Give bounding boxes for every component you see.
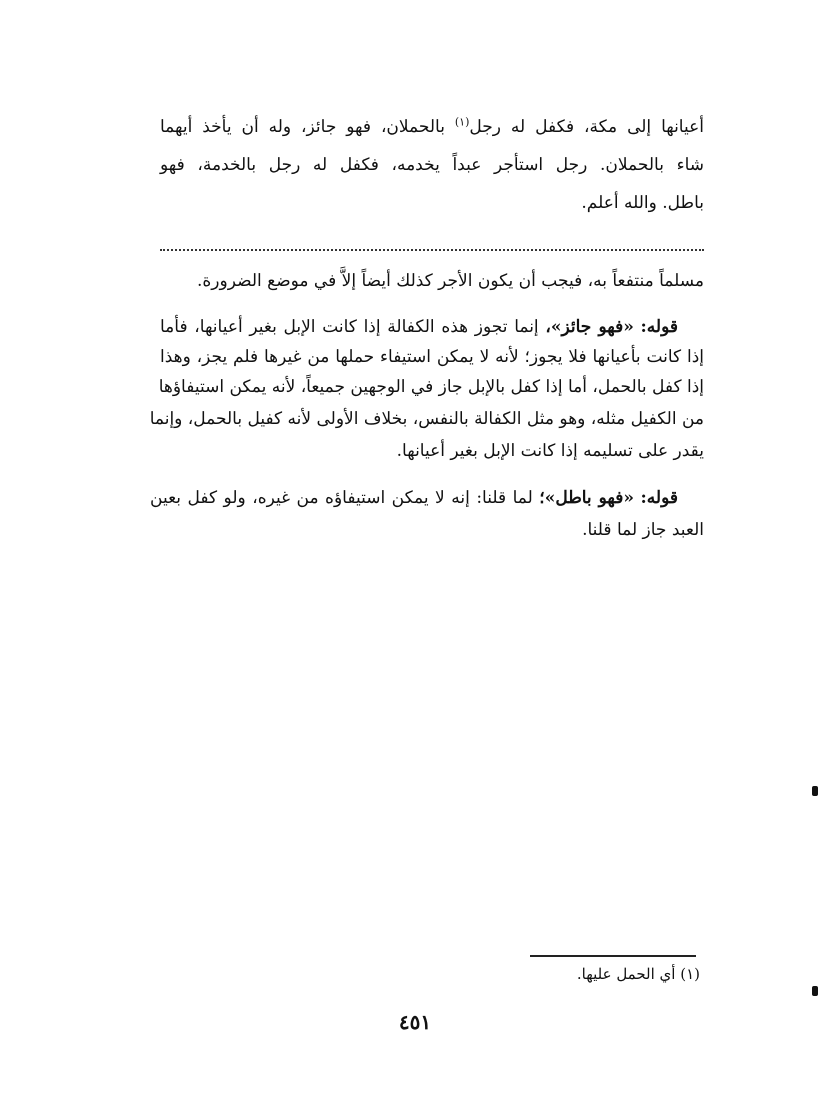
commentary-para1-line-3: إذا كفل بالحمل، أما إذا كفل بالإبل جاز في الوجهين جميعاً، لأنه يمكن استيفاؤها — [158, 377, 704, 397]
main-text-line-1 — [160, 113, 704, 143]
commentary-para1-line-1 — [160, 313, 678, 343]
scan-speck-bottom — [812, 986, 818, 996]
commentary-para2-line-2: العبد جاز لما قلنا. — [582, 520, 704, 540]
commentary-para1-line-2: إذا كانت بأعيانها فلا يجوز؛ لأنه لا يمكن استيفاء حملها من غيرها فلم يجز، وهذا — [160, 347, 704, 367]
commentary-para1-quote: «فهو جائز»، — [545, 317, 634, 337]
commentary-para2-line-1 — [150, 484, 678, 514]
commentary-para1-line-1-rest: إنما تجوز هذه الكفالة إذا كانت الإبل بغير أعيانها، فأما — [160, 317, 546, 337]
footnote-text: (١) أي الحمل عليها. — [576, 965, 700, 983]
commentary-opening-line: مسلماً منتفعاً به، فيجب أن يكون الأجر كذلك أيضاً إلاَّ في موضع الضرورة. — [197, 271, 704, 291]
commentary-para2-quote: «فهو باطل»؛ — [539, 488, 635, 508]
main-text-line-2: شاء بالحملان. رجل استأجر عبداً يخدمه، فكفل له رجل بالخدمة، فهو — [160, 155, 704, 175]
main-text-line-1-start: أعيانها إلى مكة، فكفل له رجل — [469, 117, 704, 137]
commentary-para1-line-4: من الكفيل مثله، وهو مثل الكفالة بالنفس، بخلاف الأولى لأنه كفيل بالحمل، وإنما — [149, 409, 704, 429]
commentary-para2-label: قوله: — [640, 488, 679, 508]
dotted-separator — [160, 249, 704, 251]
footnote-rule — [530, 955, 696, 957]
commentary-para1-line-5: يقدر على تسليمه إذا كانت الإبل بغير أعيانها. — [396, 441, 704, 461]
commentary-para2-line-1-rest: لما قلنا: إنه لا يمكن استيفاؤه من غيره، ولو كفل بعين — [150, 488, 540, 508]
scan-speck-top — [812, 786, 818, 796]
main-text-line-3: باطل. والله أعلم. — [581, 193, 704, 213]
page-number: ٤٥١ — [398, 1010, 432, 1034]
commentary-para1-label: قوله: — [640, 317, 678, 337]
footnote-marker[interactable]: (١) — [454, 115, 470, 129]
main-text-line-1-end: بالحملان، فهو جائز، وله أن يأخذ أيهما — [160, 117, 455, 137]
